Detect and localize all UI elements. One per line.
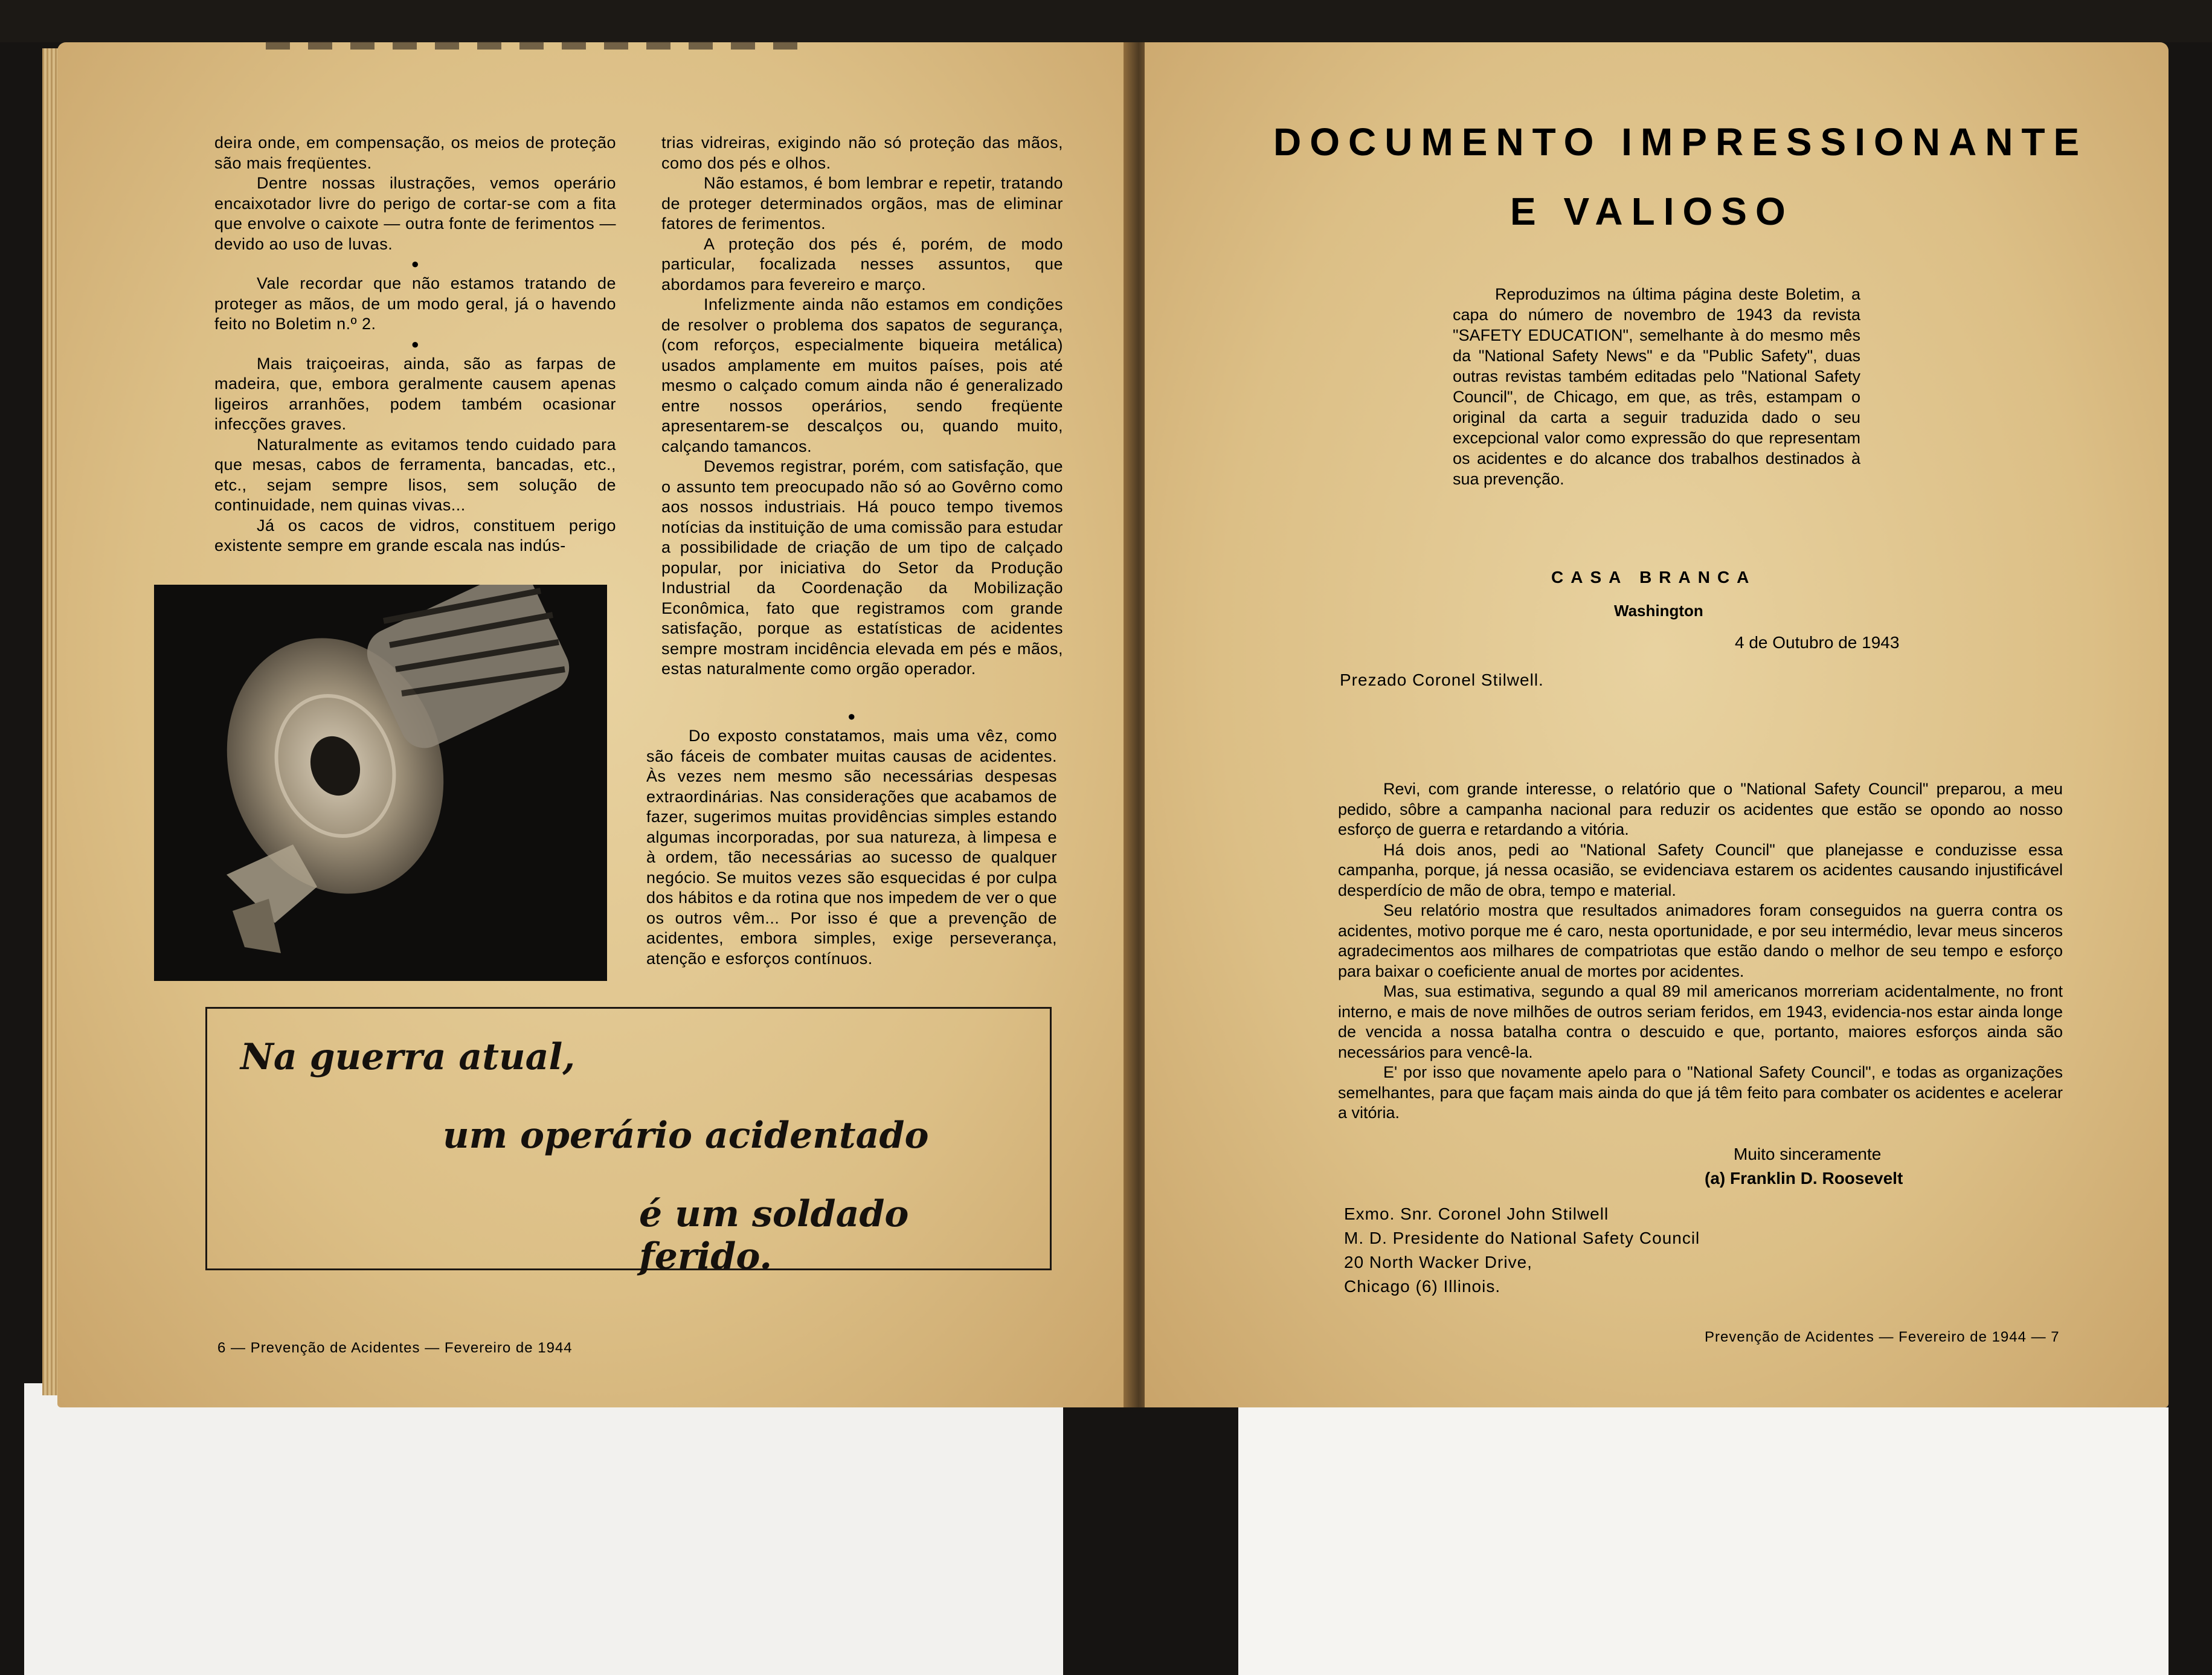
- paragraph: Naturalmente as evitamos tendo cuidado para que mesas, cabos de ferramenta, bancadas, etc., etc., sejam sempre lisos, sem solução de continuidade, nem quinas vivas...: [214, 435, 616, 514]
- left-column-2-conclusion: [646, 707, 1057, 969]
- address-line: Chicago (6) Illinois.: [1344, 1277, 1501, 1296]
- bullet-separator: ●: [411, 336, 420, 352]
- address-line: M. D. Presidente do National Safety Council: [1344, 1229, 1700, 1247]
- intro-text: Reproduzimos na última página deste Boletim, a capa do número de novembro de 1943 da revista "SAFETY EDUCATION", semelhante à do mesmo mês da "National Safety News" e da "Public Safety", duas outras revistas também editadas pelo "National Safety Council", de Chicago, em que, as três, estampam o original da carta a seguir traduzida dado o seu excepcional valor como expressão do que representam os acidentes e do alcance dos trabalhos destinados à sua prevenção.: [1453, 285, 1860, 488]
- paragraph: Infelizmente ainda não estamos em condições de resolver o problema dos sapatos de segurança, (com reforços, especialmente biqueira metálica) usados amplamente em muitos países, pois até mesmo o calçado comum ainda não é generalizado entre nossos operários, sendo freqüente apresentarem-se descalços ou, quando muito, calçando tamancos.: [661, 295, 1063, 455]
- paragraph: Dentre nossas ilustrações, vemos operário encaixotador livre do perigo de cortar-se com a fita que envolve o caixote — outra fonte de ferimentos — devido ao uso de luvas.: [214, 174, 616, 253]
- left-column-1: [214, 133, 616, 556]
- paragraph: Devemos registrar, porém, com satisfação, que o assunto tem preocupado não só ao Govêrno como aos nossos industriais. Há pouco tempo tivemos notícias da instituição de uma comissão para estudar a possibilidade de criação de um tipo de calçado popular, por iniciativa do Setor da Produção Industrial da Coordenação da Mobilização Econômica, fato que registramos com grande satisfação, porque as estatísticas de acidentes sempre mostram incidência elevada em pés e mãos, estas naturalmente como orgão operador.: [661, 457, 1063, 678]
- letter-city: Washington: [1614, 602, 1703, 620]
- title-line-1: DOCUMENTO IMPRESSIONANTE: [1273, 120, 2088, 164]
- quote-line-1: Na guerra atual,: [240, 1036, 576, 1078]
- paragraph: Mais traiçoeiras, ainda, são as farpas de madeira, que, embora geralmente causem apenas ligeiros arranhões, podem também ocasionar infecções graves.: [214, 354, 616, 433]
- right-page-footer: Prevenção de Acidentes — Fevereiro de 1944 — 7: [1705, 1329, 2060, 1345]
- paragraph: Do exposto constatamos, mais uma vêz, como são fáceis de combater muitas causas de acidentes. Às vezes nem mesmo são necessárias despesas extraordinárias. Nas considerações que acabamos de fazer, sugerimos muitas providências simples estando algumas incorporadas, por sua natureza, à limpesa e à ordem, tão necessárias ao sucesso de qualquer negócio. Se muitos vezes são esquecidas é por culpa dos hábitos e da rotina que nos impedem de ver o que os outros vêm... Por isso é que a prevenção de acidentes, embora simples, exige perseverança, atenção e esforços contínuos.: [646, 727, 1057, 968]
- intro-paragraph: [1453, 284, 1860, 489]
- white-sheet-left: [24, 1383, 1063, 1675]
- paragraph: Já os cacos de vidros, constituem perigo existente sempre em grande escala nas indús-: [214, 516, 616, 555]
- left-page-footer: 6 — Prevenção de Acidentes — Fevereiro de 1944: [217, 1340, 573, 1356]
- letter-paragraph: Seu relatório mostra que resultados animadores foram conseguidos na guerra contra os acidentes, motivo porque me é caro, nesta oportunidade, e por seu intermédio, levar meus sinceros agradecimentos aos milhares de compatriotas que estão dando o melhor de seu tempo e esforço para baixar o coeficiente anual de mortes por acidentes.: [1338, 901, 2063, 980]
- letter-signature: (a) Franklin D. Roosevelt: [1705, 1169, 1903, 1188]
- letterhead: CASA BRANCA: [1551, 568, 1757, 587]
- photo-grinding-wheel: [154, 585, 607, 981]
- left-column-2: [661, 133, 1063, 680]
- title-line-2: E VALIOSO: [1510, 190, 1794, 233]
- paragraph: trias vidreiras, exigindo não só proteção das mãos, como dos pés e olhos.: [661, 133, 1063, 172]
- paragraph: Vale recordar que não estamos tratando de proteger as mãos, de um modo geral, já o havendo feito no Boletim n.º 2.: [214, 274, 616, 333]
- address-line: 20 North Wacker Drive,: [1344, 1253, 1532, 1272]
- letter-paragraph: Há dois anos, pedi ao "National Safety Council" que planejasse e conduzisse essa campanha, porque, já nessa ocasião, se evidenciava estarem os acidentes causando injustificável desperdício de mão de obra, tempo e material.: [1338, 840, 2063, 899]
- letter-body: [1338, 779, 2063, 1124]
- letter-date: 4 de Outubro de 1943: [1735, 633, 1900, 652]
- address-line: Exmo. Snr. Coronel John Stilwell: [1344, 1204, 1609, 1223]
- paragraph: deira onde, em compensação, os meios de proteção são mais freqüentes.: [214, 133, 616, 172]
- letter-paragraph: Mas, sua estimativa, segundo a qual 89 mil americanos morreriam acidentalmente, no front interno, e mais de nove milhões de outros seriam feridos, em 1943, evidencia-nos estar ainda longe de vencida a nossa batalha contra o descuido e que, portanto, maiores esforços ainda são necessários para vencê-la.: [1338, 982, 2063, 1061]
- top-dark-strip: [0, 0, 2212, 42]
- letter-closing: Muito sinceramente: [1734, 1145, 1882, 1163]
- paragraph: A proteção dos pés é, porém, de modo particular, focalizada nesses assuntos, que abordamos para fevereiro e março.: [661, 234, 1063, 294]
- paragraph: Não estamos, é bom lembrar e repetir, tratando de proteger determinados orgãos, mas de eliminar fatores de ferimentos.: [661, 174, 1063, 233]
- bullet-separator: ●: [847, 709, 856, 724]
- bullet-separator: ●: [411, 256, 420, 271]
- letter-salutation: Prezado Coronel Stilwell.: [1340, 670, 1544, 689]
- letter-address: [1344, 1202, 1700, 1299]
- white-sheet-right: [1238, 1407, 2169, 1675]
- quote-line-3: é um soldado ferido.: [639, 1193, 909, 1278]
- quote-box: [205, 1007, 1052, 1278]
- torn-header-remnant: [266, 41, 809, 50]
- letter-paragraph: Revi, com grande interesse, o relatório que o "National Safety Council" preparou, a meu pedido, sôbre a campanha nacional para reduzir os acidentes que estão se opondo ao nosso esforço de guerra e retardando a vitória.: [1338, 780, 2063, 838]
- letter-paragraph: E' por isso que novamente apelo para o "National Safety Council", e todas as organizações semelhantes, para que façam mais ainda do que já têm feito para combater os acidentes e acelerar a vitória.: [1338, 1063, 2063, 1122]
- quote-line-2: um operário acidentado: [443, 1114, 929, 1157]
